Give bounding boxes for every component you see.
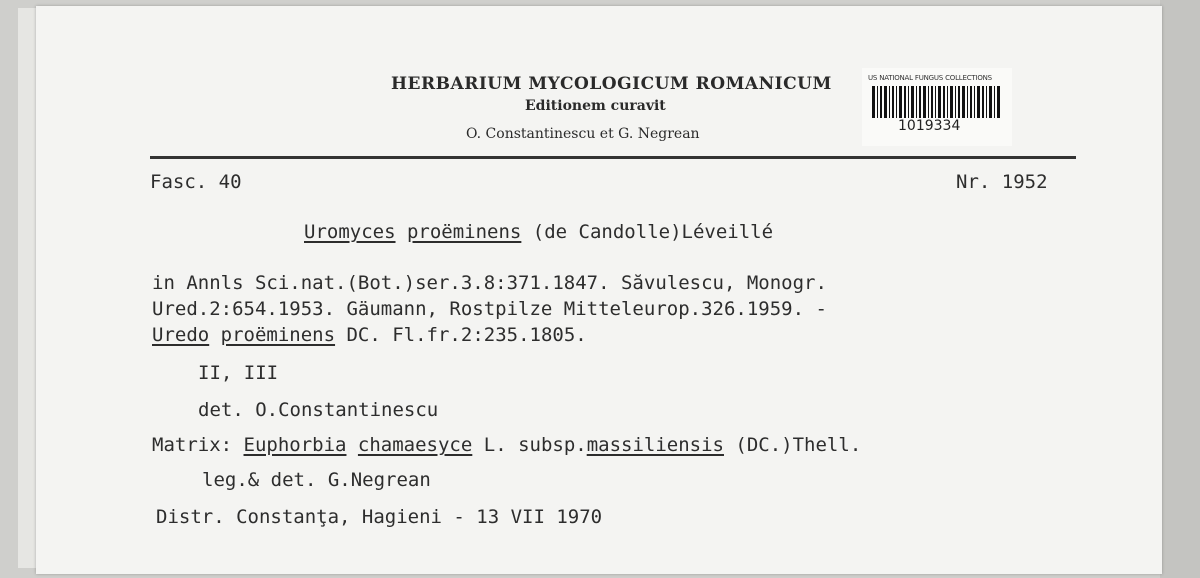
barcode-number: 1019334 (898, 118, 961, 134)
taxon-authority: (de Candolle)Léveillé (521, 221, 774, 243)
synonym-genus: Uredo (152, 324, 210, 346)
editor-subtitle: Editionem curavit (525, 98, 666, 114)
header-divider (150, 156, 1076, 159)
host-subspecies: massiliensis (586, 434, 724, 456)
editor-names: O. Constantinescu et G. Negrean (466, 126, 700, 142)
host-genus: Euphorbia (243, 434, 347, 456)
sheet-edge-right (1160, 0, 1200, 578)
citation-line-2: Ured.2:654.1953. Gäumann, Rostpilze Mitteleurop.326.1959. - (152, 298, 827, 320)
host-species: chamaesyce (357, 434, 473, 456)
taxon-genus: Uromyces (304, 221, 396, 243)
synonym-reference: DC. Fl.fr.2:235.1805. (335, 324, 587, 346)
herbarium-title: HERBARIUM MYCOLOGICUM ROMANICUM (391, 74, 832, 94)
matrix-line (152, 434, 861, 456)
barcode-collection-name: US NATIONAL FUNGUS COLLECTIONS (868, 74, 992, 82)
specimen-number: Nr. 1952 (956, 171, 1048, 193)
spore-stages: II, III (198, 362, 279, 384)
determiner: det. O.Constantinescu (198, 399, 439, 421)
taxon-name (304, 221, 773, 243)
synonym-epithet: proëminens (220, 324, 336, 346)
locality-date: Distr. Constanţa, Hagieni - 13 VII 1970 (156, 506, 603, 528)
taxon-epithet: proëminens (406, 221, 522, 243)
host-authority: (DC.)Thell. (723, 434, 862, 456)
barcode-sticker (862, 68, 1012, 146)
collector: leg.& det. G.Negrean (202, 469, 431, 491)
host-subsp-prefix: L. subsp. (472, 434, 587, 456)
citation-line-3 (152, 324, 587, 346)
specimen-label (36, 6, 1162, 574)
fascicle-number: Fasc. 40 (150, 171, 242, 193)
barcode-icon (872, 86, 1002, 118)
matrix-label: Matrix: (152, 434, 244, 456)
citation-line-1: in Annls Sci.nat.(Bot.)ser.3.8:371.1847. Săvulescu, Monogr. (152, 272, 827, 294)
